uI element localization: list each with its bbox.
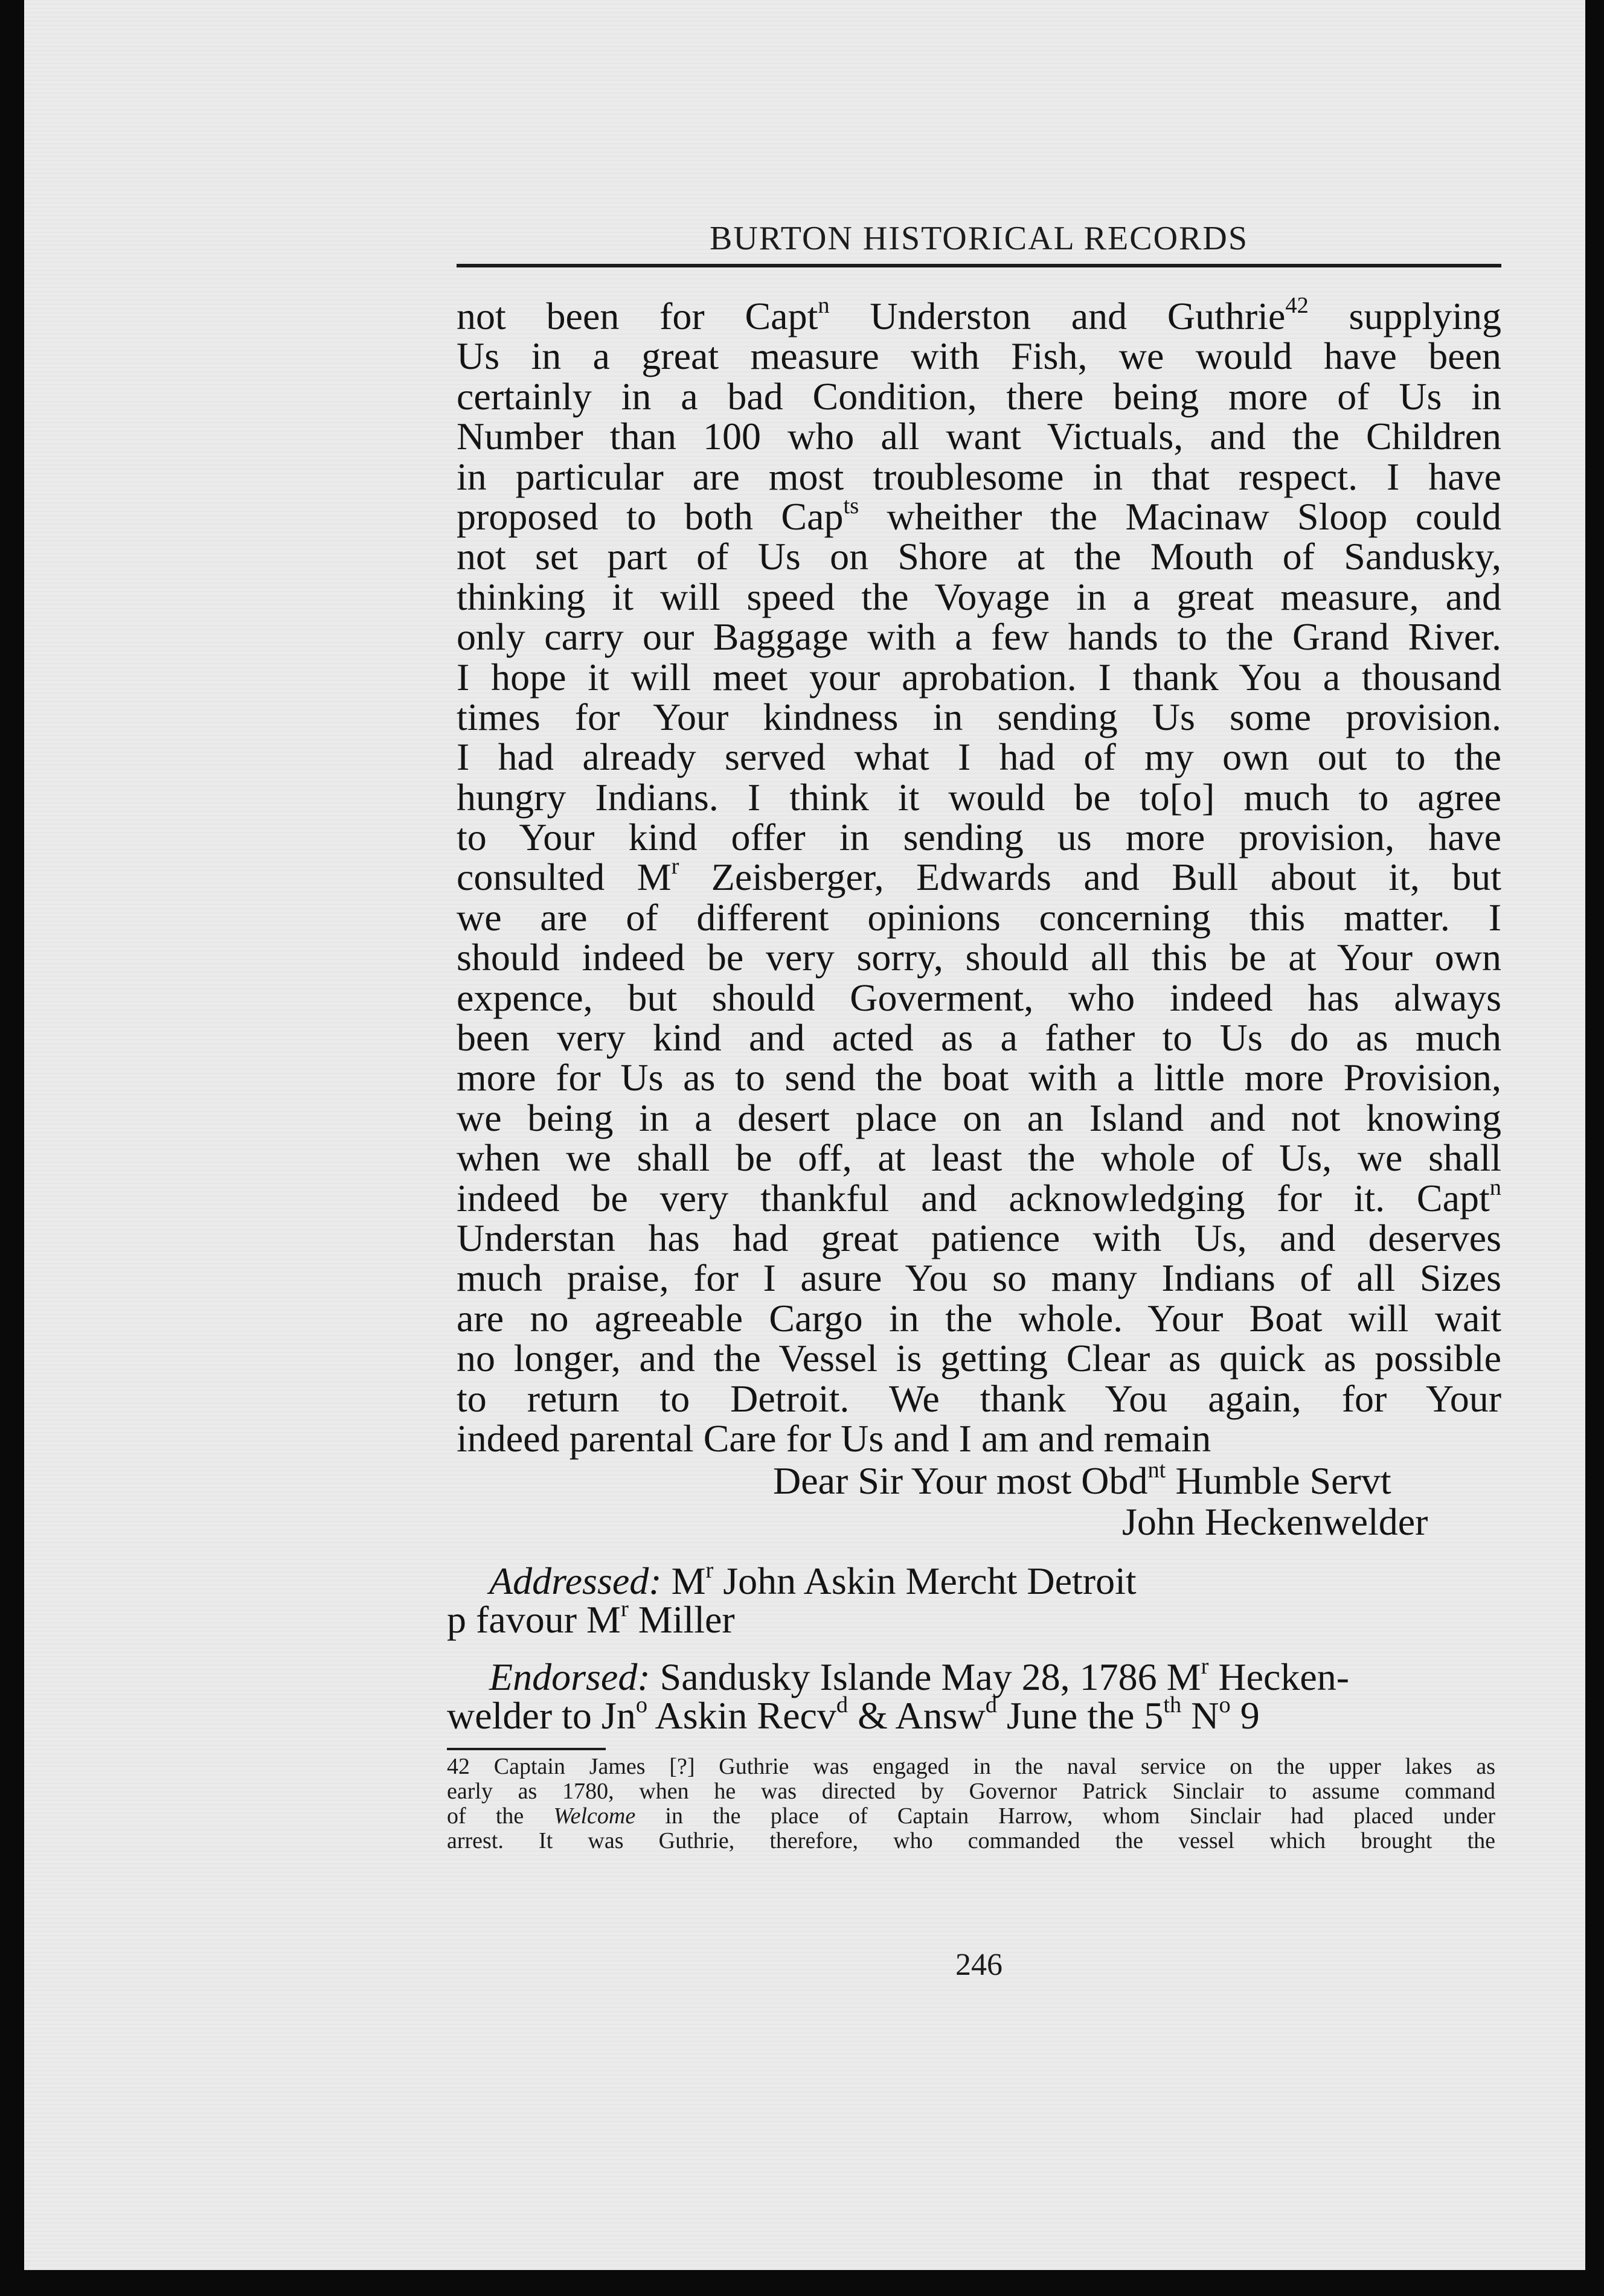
- text-line: Number than 100 who all want Victuals, and the Children: [457, 415, 1501, 458]
- text-line: proposed to both Cap$^{ts}$ wheither the Macinaw Sloop could: [457, 493, 1502, 538]
- text-line: Understan has had great patience with Us, and deserves: [457, 1216, 1501, 1259]
- letter-body: [457, 293, 1502, 1460]
- text-line: thinking it will speed the Voyage in a great measure, and: [457, 575, 1501, 618]
- text-line: expence, but should Goverment, who indeed has always: [457, 976, 1501, 1019]
- text-line: Us in a great measure with Fish, we would have been: [457, 334, 1501, 378]
- text-line: to Your kind offer in sending us more provision, have: [457, 816, 1501, 859]
- footnote: [447, 1754, 1495, 1853]
- addressed-label: Addressed:: [489, 1559, 662, 1602]
- text-line: I hope it will meet your aprobation. I thank You a thousand: [457, 655, 1501, 699]
- endorsed-label: Endorsed:: [489, 1655, 650, 1698]
- footnote-rule: [447, 1748, 606, 1750]
- text-line: when we shall be off, at least the whole of Us, we shall: [457, 1136, 1501, 1180]
- address-line: Addressed: $M^r$ John Askin Mercht Detroit: [489, 1558, 1137, 1602]
- text-line: consulted $M^r$ Zeisberger, Edwards and Bull about it, but: [457, 854, 1502, 899]
- footnote-line: early as 1780, when he was directed by Governor Patrick Sinclair to assume command: [447, 1779, 1495, 1804]
- text-line: indeed be very thankful and acknowledging for it. Capt$^n$: [457, 1174, 1501, 1220]
- footnote-line: 42 Captain James [?] Guthrie was engaged in the naval service on the upper lakes as: [447, 1754, 1495, 1779]
- text-line: I had already served what I had of my own out to the: [457, 735, 1501, 779]
- text-line: more for Us as to send the boat with a little more Provision,: [457, 1056, 1501, 1099]
- text-line: not been for Capt$^n$ Underston and Guthrie$^{42}$ supplying: [457, 293, 1502, 337]
- text-line: we are of different opinions concerning this matter. I: [457, 895, 1501, 939]
- endorsement-line: Endorsed: Sandusky Islande May 28, 1786 $M^r$ Hecken-: [489, 1654, 1350, 1698]
- text-line: certainly in a bad Condition, there being more of Us in: [457, 374, 1501, 418]
- scan-border: [1585, 0, 1604, 2296]
- header-rule: [457, 264, 1501, 267]
- text-line: no longer, and the Vessel is getting Clear as quick as possible: [457, 1337, 1501, 1380]
- text-line: in particular are most troublesome in that respect. I have: [457, 455, 1501, 498]
- letter-closing: Dear Sir Your most Obd$^{nt}$ Humble Servt: [773, 1457, 1391, 1502]
- text-line: only carry our Baggage with a few hands to the Grand River.: [457, 615, 1501, 659]
- text-line: times for Your kindness in sending Us some provision.: [457, 695, 1501, 738]
- text-line: should indeed be very sorry, should all this be at Your own: [457, 936, 1501, 979]
- text-line: indeed parental Care for Us and I am and remain: [457, 1416, 1211, 1460]
- running-header: BURTON HISTORICAL RECORDS: [710, 220, 1248, 257]
- text-line: are no agreeable Cargo in the whole. Your Boat will wait: [457, 1296, 1501, 1340]
- text-line: hungry Indians. I think it would be to[o] much to agree: [457, 775, 1501, 819]
- letter-signature: John Heckenwelder: [1122, 1500, 1428, 1543]
- text-line: much praise, for I asure You so many Indians of all Sizes: [457, 1256, 1501, 1300]
- text-line: to return to Detroit. We thank You again, for Your: [457, 1377, 1501, 1420]
- endorsement-line: welder to Jn$^o$ Askin Recv$^d$ & Answ$^d$ June the 5th $N^o$ 9: [447, 1692, 1260, 1737]
- text-line: not set part of Us on Shore at the Mouth of Sandusky,: [457, 535, 1501, 578]
- text-line: we being in a desert place on an Island and not knowing: [457, 1096, 1501, 1139]
- document-page: [24, 0, 1585, 2270]
- page-number: 246: [955, 1948, 1002, 1982]
- footnote-line: of the Welcome in the place of Captain Harrow, whom Sinclair had placed under: [447, 1803, 1495, 1829]
- address-line: p favour $M^r$ Miller: [447, 1596, 735, 1641]
- footnote-line: arrest. It was Guthrie, therefore, who commanded the vessel which brought the: [447, 1828, 1495, 1853]
- text-line: been very kind and acted as a father to Us do as much: [457, 1016, 1501, 1060]
